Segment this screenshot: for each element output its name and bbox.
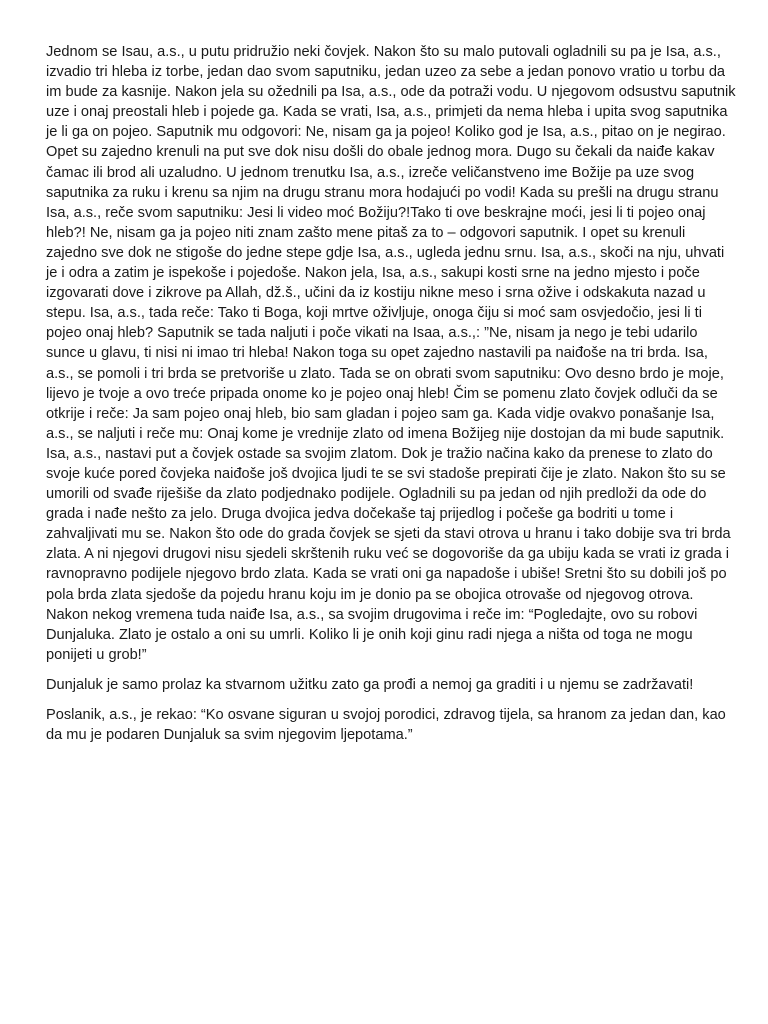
document-page — [46, 42, 736, 755]
hadith-paragraph: Poslanik, a.s., je rekao: “Ko osvane siguran u svojoj porodici, zdravog tijela, sa hranom za jedan dan, kao da mu je podaren Dunjaluk sa svim njegovim ljepotama.” — [46, 707, 726, 744]
moral-paragraph: Dunjaluk je samo prolaz ka stvarnom užitku zato ga prođi a nemoj ga graditi i u njemu se zadržavati! — [46, 676, 694, 693]
story-paragraph: Jednom se Isau, a.s., u putu pridružio neki čovjek. Nakon što su malo putovali ogladnili su pa je Isa, a.s., izvadio tri hleba iz torbe, jedan dao svom saputniku, jedan uzeo za sebe a jedan ponovo vratio u torbu da im bude za kasnije. Nakon jela su ožednili pa Isa, a.s., ode da potraži vodu. U njegovom odsustvu saputnik uze i onaj preostali hleb i pojede ga. Kada se vrati, Isa, a.s., primjeti da nema hleba i upita svog saputnika je li ga on pojeo. Saputnik mu odgovori: Ne, nisam ga ja pojeo! Koliko god je Isa, a.s., pitao on je negirao. Opet su zajedno krenuli na put sve dok nisu došli do obale jednog mora. Dugo su čekali da naiđe kakav čamac ili brod ali uzaludno. U jednom trenutku Isa, a.s., izreče veličanstveno ime Božije pa uze svog saputnika za ruku i krenu sa njim na drugu stranu mora hodajući po vodi! Kada su prešli na drugu stranu Isa, a.s., reče svom saputniku: Jesi li video moć Božiju?!Tako ti ove beskrajne moći, jesi li ti pojeo onaj hleb?! Ne, nisam ga ja pojeo niti znam zašto mene pitaš za to – odgovori saputnik. I opet su krenuli zajedno sve dok ne stigoše do jedne stepe gdje Isa, a.s., ugleda jednu srnu. Isa, a.s., skoči na nju, uhvati je i odra a zatim je ispekoše i pojedoše. Nakon jela, Isa, a.s., sakupi kosti srne na jedno mjesto i poče izgovarati dove i zikrove pa Allah, dž.š., učini da iz kostiju nikne meso i srna ožive i odskakuta nazad u stepu. Isa, a.s., tada reče: Tako ti Boga, koji mrtve oživljuje, onoga čiju si moć sam osvjedočio, jesi li ti pojeo onaj hleb? Saputnik se tada naljuti i poče vikati na Isaa, a.s.,: ”Ne, nisam ja nego je tebi udarilo sunce u glavu, ti nisi ni imao tri hleba! Nakon toga su opet zajedno nastavili pa naiđoše na tri brda. Isa, a.s., se pomoli i tri brda se pretvoriše u zlato. Tada se on obrati svom saputniku: Ovo desno brdo je moje, lijevo je tvoje a ovo treće pripada onome ko je pojeo onaj hleb! Čim se pomenu zlato čovjek odluči da se otkrije i reče: Ja sam pojeo onaj hleb, bio sam gladan i pojeo sam ga. Kada vidje ovakvo ponašanje Isa, a.s., se naljuti i reče mu: Onaj kome je vrednije zlato od imena Božijeg nije dostojan da mi bude saputnik. Isa, a.s., nastavi put a čovjek ostade sa svojim zlatom. Dok je tražio načina kako da prenese to zlato do svoje kuće pored čovjeka naiđoše još dvojica ljudi te se svi stadoše prepirati čije je zlato. Nakon što su se umorili od svađe riješiše da zlato podjednako podijele. Ogladnili su pa jedan od njih predloži da ode do grada i nađe nešto za jelo. Druga dvojica jedva dočekaše taj prijedlog i počeše ga bodriti u tome i zahvaljivati mu se. Nakon što ode do grada čovjek se sjeti da stavi otrova u hranu i tako dobije sva tri brda zlata. A ni njegovi drugovi nisu sjedeli skrštenih ruku već se dogovoriše da ga ubiju kada se vrati iz grada i ravnopravno podijele njegovo brdo zlata. Kada se vrati oni ga napadoše i ubiše! Sretni što su dobili još po pola brda zlata sjedoše da pojedu hranu koju im je donio pa se obojica otrovaše od njegovog otrova. Nakon nekog vremena tuda naiđe Isa, a.s., sa svojim drugovima i reče im: “Pogledajte, ovo su robovi Dunjaluka. Zlato je ostalo a oni su umrli. Koliko li je onih koji ginu radi njega a ništa od toga ne mogu ponijeti u grob!” — [46, 44, 736, 663]
